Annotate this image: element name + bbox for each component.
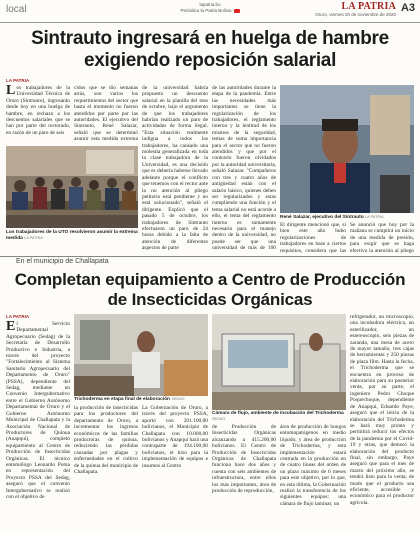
site-url: lapatria.bo <box>199 2 221 7</box>
article1-headline: Sintrauto ingresará en huelga de hambre exigiendo reposición salarial <box>31 28 389 71</box>
social-handle: Periódico la Patria Bolivia <box>180 8 232 13</box>
page-number: A3 <box>400 2 415 14</box>
header-rule <box>0 22 420 23</box>
masthead-logo: LA PATRIA <box>341 1 396 12</box>
section-name: local <box>6 4 27 15</box>
article2-byline: LA PATRIA <box>6 314 30 319</box>
article1-col4: de las autoridades durante la etapa de la pandemia. Entre las necesidades más importantes se tiene la regularización de los trabajadores, el reglamento interno y la lentitud de los mismos de la seguridad, temas de suma importancia para el sector que no fueron atendidos y que por el contrario fueron olvidados por la autoridad universitaria, señaló Salazar. "Compañeros con tres y cuatro años de antigüedad están con el salario básico, quienes deben ser regularizados y estas cumpliendo una función y el tema salarial no está acorde a ello, el tema del reglamento interno es sumamente necesario para el manejo dentro de la universidad, no puede ser que una universidad de más de 100 <box>212 85 276 251</box>
article2-photo-flow-chamber <box>212 314 346 410</box>
article1-col1: Los trabajadores de la Universidad Técnica de Oruro (Sintrauto), ingresarán desde hoy en una huelga de hambre, en rechazo a los descuentos salariales que se han por parte del rectorado, en razón de un paro de seis <box>6 85 70 136</box>
article1-byline: LA PATRIA <box>6 78 30 83</box>
article2-photo-trichoderma <box>74 314 208 396</box>
header-social <box>150 2 270 14</box>
article2-col3: La Gobernación de Oruro, a través del proyecto PSSA, aportó con 201.100,00 bolivianos, el Municipio de Challapata con 10.000,00 bolivianos y Anapqui hará una contraparte de 194.100,00 bolivianos, el hizo para la implementación de equipos e insumos al Centro <box>142 405 208 469</box>
page-header <box>0 0 420 24</box>
lab-worker-photo <box>74 314 208 396</box>
article2-dropcap: E <box>6 321 16 334</box>
portrait-photo <box>280 85 414 213</box>
article1-col6: Se anunció que hoy por la mañana se cumplirá un inicio de una medida de presión, para exigir que se haga efectivo la atención al pliego <box>350 222 414 254</box>
article2-col5: área de producción de hongos entomopatógenos en medio líquido, y área de producción de Trichoderma, y esta implementación estará centrada en la producción en de cuatro líneas del orden de un plazo máximo de 6 meses para este objetivo, por lo que, en esta última, la Gobernación realizó la transferencia de los siguientes equipos: una cámara de flujo laminar, un <box>280 424 346 507</box>
article2-photo2-credit: SEDAG <box>212 416 226 421</box>
date-line: Oruro, viernes 20 de noviembre de 2020 <box>315 12 396 17</box>
article1-col2: cidos que se dio semanas atrás, son varios los requerimientos del sector que hasta el momento no fueron atendidos por parte por las autoridades. El ejecutivo del Sintrauto, René Salazar, señaló que se determinó asumir esta medida extrema <box>74 85 138 143</box>
article2-photo1-caption: Trichoderma en etapa final de elaboración SEDAG <box>74 397 185 402</box>
article1-photo1-caption: Los trabajadores de la UTO resolvieron asumir la extrema medida LA PATRIA <box>6 230 138 241</box>
article2-col1: El Servicio Departamental Agropecuario (Sedag) de la Secretaría de Desarrollo Productivo e Industria, a través del proyecto "Fortalecimiento al Sistema Sanitario Agropecuario del Departamento de Oruro" (PSSA), dependiente del Sedag, mediante un Convenio Intergubernativo entre el Gobierno Autónomo Departamental de Oruro y el Gobierno Autónomo Municipal de Challapata y la Asociación Nacional de Productores de Quinua (Anapqui), completó equipamiento al Centro de Producción de Insecticidas Orgánicas. El técnico entomólogo Leonardo Poma en representación del Proyecto PSSA del Sedag, aseguró que el convenio Intergubernativo se realizó con el objetivo de <box>6 321 70 500</box>
article1-photo2-caption: René Salazar, ejecutivo del Sintrauto LA PATRIA <box>280 215 384 220</box>
article2-photo1-credit: SEDAG <box>171 397 185 401</box>
article1-photo-salazar <box>280 85 414 213</box>
article2-col4: de Producción de Insecticidas Orgánicas alcanzando a 415.200,00 bolivianos. El Centro de Producción de Insecticidas Orgánicas de Challapata funciona hace dos años y cuenta con seis ambientes de infraestructura, entre ellos los más importantes, área de producción de reproducción, <box>212 424 276 495</box>
article2-headline: Completan equipamiento a Centro de Producción de Insecticidas Orgánicas <box>14 270 406 309</box>
workers-meeting-photo <box>6 146 138 228</box>
article1-dropcap: L <box>6 85 16 98</box>
article2-col6: refrigerador, un microscopio, una incubadora eléctrica, un esterilizador, un estereoscopio, seis piezas de zaranda, una mesa de acero de mayor tamaño, tres cajas de herramientas y 250 piezas de plaza film. Hasta la fecha, el Trichoderma que se encuentra en proceso de elaboración para su posterior venta, por su parte, el ingeniero Pedro Choque Poquechoque, dependiente de Anapqui, Eduardo Paye, aseguró que el inicio de la elaboración del Trichoderma se hará muy pronto y permitirá reducir los efectos de la pandemia por el Covid-19 y otras, que demoró la elaboración del producto final, sin embargo, Paye aseguró que para el mes de marzo del próximo año, se tendrá listo para la venta, de modo que el producto sea eficiente, accesible y económico para el productor agrícola. <box>350 314 414 506</box>
lab-equipment-photo <box>212 314 346 410</box>
article1-photo2-credit: LA PATRIA <box>365 215 384 219</box>
article2-col2: la producción de insecticidas para los productores del departamento de Oruro, a incrementar los ingresos económicos de las familias productoras de quinua, reduciendo las pérdidas causadas por plagas y enfermedades en el cultivo de la quinua del municipio de Challapata. <box>74 405 138 476</box>
article1-col5: El dirigente mencionó que, si bien este año hubo regularizaciones de trabajadores en base a ciertos requisitos, considera que las <box>280 222 346 254</box>
article1-col3: de la universidad habría propuesto un descuento salarial en la planilla del mes de octubre, bajo el argumento de que los trabajadores habrían realizado un paro de actividades de forma ilegal. "Esta situación realmente indigna a todos los trabajadores, ha causado una molestia generalizada en toda la clase trabajadora de la Universidad, es una decisión que es debería haberse llevado adelante porque el conflicto que tenemos con el rector ante la no atención al pliego petitorio está pendiente y no está solucionado", señaló el dirigente. Explicó que el pasado 5 de octubre, los trabajadores de Sintrauto efectuaron un paro de 24 horas debido a la falta de atención de diferentes aspectos de parte <box>142 85 208 251</box>
article1-photo1-credit: LA PATRIA <box>24 235 43 240</box>
article1-photo-workers <box>6 146 138 228</box>
article2-photo2-caption: Cámara de flujo, ambiente de incubación del Trichoderma SEDAG <box>212 411 344 421</box>
article2-kicker: En el municipio de Challapata <box>16 258 109 265</box>
section-divider <box>0 256 420 257</box>
youtube-icon <box>234 9 240 13</box>
